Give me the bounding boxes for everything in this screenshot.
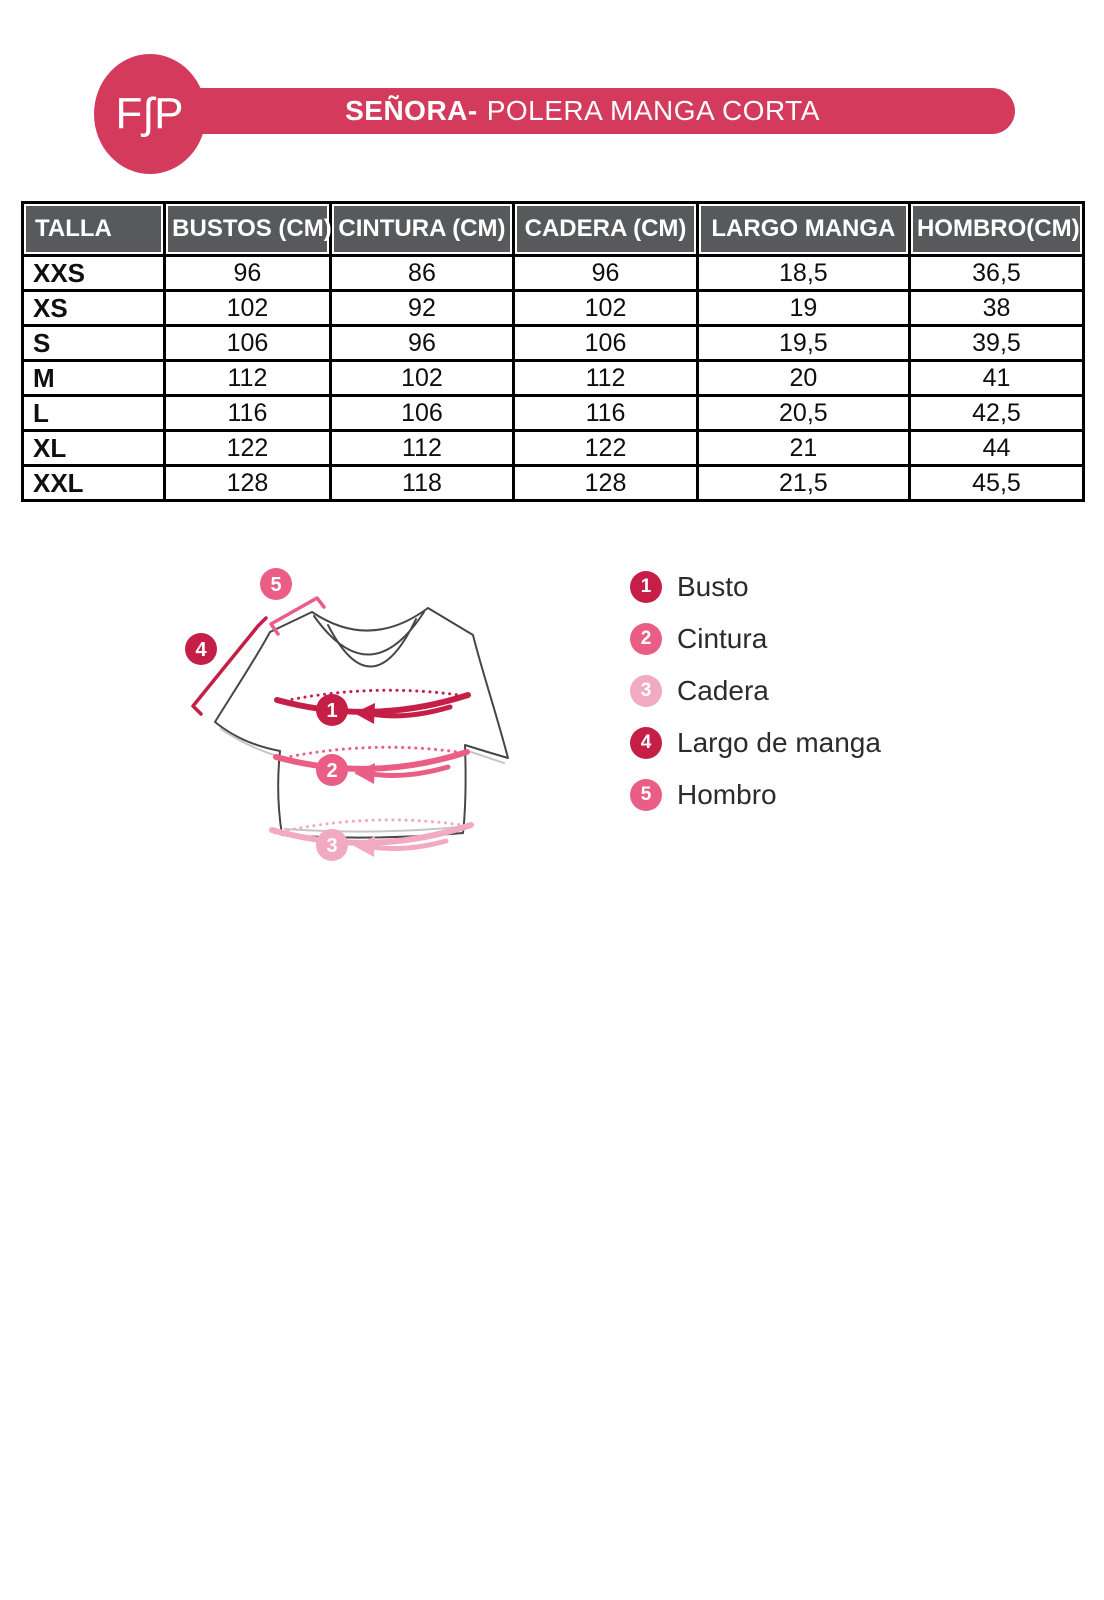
header-bustos: BUSTOS (CM) [165, 203, 331, 256]
size-label: L [23, 396, 165, 431]
legend-badge: 4 [630, 727, 662, 759]
size-cell: 38 [909, 291, 1083, 326]
size-cell: 96 [165, 256, 331, 291]
size-cell: 41 [909, 361, 1083, 396]
size-cell: 102 [165, 291, 331, 326]
size-cell: 128 [165, 466, 331, 501]
table-header-row [23, 203, 1084, 256]
size-cell: 118 [330, 466, 514, 501]
size-cell: 86 [330, 256, 514, 291]
size-cell: 18,5 [697, 256, 909, 291]
legend-item-hombro [630, 779, 881, 811]
legend-item-cintura [630, 623, 881, 655]
size-cell: 106 [514, 326, 698, 361]
size-cell: 122 [514, 431, 698, 466]
table-row [23, 431, 1084, 466]
size-cell: 112 [514, 361, 698, 396]
size-cell: 106 [165, 326, 331, 361]
header-largo-manga: LARGO MANGA [697, 203, 909, 256]
size-label: XS [23, 291, 165, 326]
badge-1-number: 1 [326, 700, 338, 722]
size-cell: 19,5 [697, 326, 909, 361]
size-cell: 112 [165, 361, 331, 396]
banner-title-bold: SEÑORA- [345, 95, 478, 126]
size-cell: 128 [514, 466, 698, 501]
size-cell: 102 [514, 291, 698, 326]
header-hombro: HOMBRO(CM) [909, 203, 1083, 256]
size-cell: 92 [330, 291, 514, 326]
size-label: XL [23, 431, 165, 466]
tshirt-measurement-diagram [130, 545, 590, 865]
size-cell: 96 [514, 256, 698, 291]
legend-item-busto [630, 571, 881, 603]
legend-label: Busto [677, 571, 749, 602]
size-cell: 44 [909, 431, 1083, 466]
size-cell: 20 [697, 361, 909, 396]
header-cadera: CADERA (CM) [514, 203, 698, 256]
legend-badge: 1 [630, 571, 662, 603]
table-row [23, 326, 1084, 361]
size-cell: 19 [697, 291, 909, 326]
legend-label: Cintura [677, 623, 768, 654]
size-label: XXS [23, 256, 165, 291]
size-cell: 112 [330, 431, 514, 466]
size-table [21, 201, 1085, 502]
legend-item-cadera [630, 675, 881, 707]
badge-5-number: 5 [270, 574, 282, 596]
size-label: M [23, 361, 165, 396]
size-cell: 106 [330, 396, 514, 431]
legend-item-largo-manga [630, 727, 881, 759]
header-banner [150, 88, 1015, 134]
size-cell: 102 [330, 361, 514, 396]
brand-logo-text: FʃP [115, 89, 185, 138]
size-cell: 20,5 [697, 396, 909, 431]
table-row [23, 466, 1084, 501]
size-cell: 39,5 [909, 326, 1083, 361]
size-label: XXL [23, 466, 165, 501]
badge-3-number: 3 [326, 835, 338, 857]
size-cell: 116 [165, 396, 331, 431]
header-cintura: CINTURA (CM) [330, 203, 514, 256]
size-cell: 45,5 [909, 466, 1083, 501]
table-row [23, 256, 1084, 291]
brand-logo [94, 54, 206, 174]
legend-badge: 2 [630, 623, 662, 655]
size-cell: 122 [165, 431, 331, 466]
measurement-legend [630, 571, 881, 831]
size-cell: 36,5 [909, 256, 1083, 291]
size-cell: 21,5 [697, 466, 909, 501]
legend-label: Largo de manga [677, 727, 881, 758]
table-row [23, 291, 1084, 326]
table-row [23, 396, 1084, 431]
size-cell: 116 [514, 396, 698, 431]
size-label: S [23, 326, 165, 361]
table-row [23, 361, 1084, 396]
legend-label: Hombro [677, 779, 777, 810]
badge-2-number: 2 [326, 760, 338, 782]
banner-title-regular: POLERA MANGA CORTA [486, 95, 820, 126]
tshirt-diagram-svg [130, 545, 590, 865]
header-talla: TALLA [23, 203, 165, 256]
legend-badge: 3 [630, 675, 662, 707]
legend-badge: 5 [630, 779, 662, 811]
legend-label: Cadera [677, 675, 769, 706]
size-cell: 96 [330, 326, 514, 361]
badge-4-number: 4 [195, 639, 207, 661]
size-cell: 21 [697, 431, 909, 466]
size-cell: 42,5 [909, 396, 1083, 431]
